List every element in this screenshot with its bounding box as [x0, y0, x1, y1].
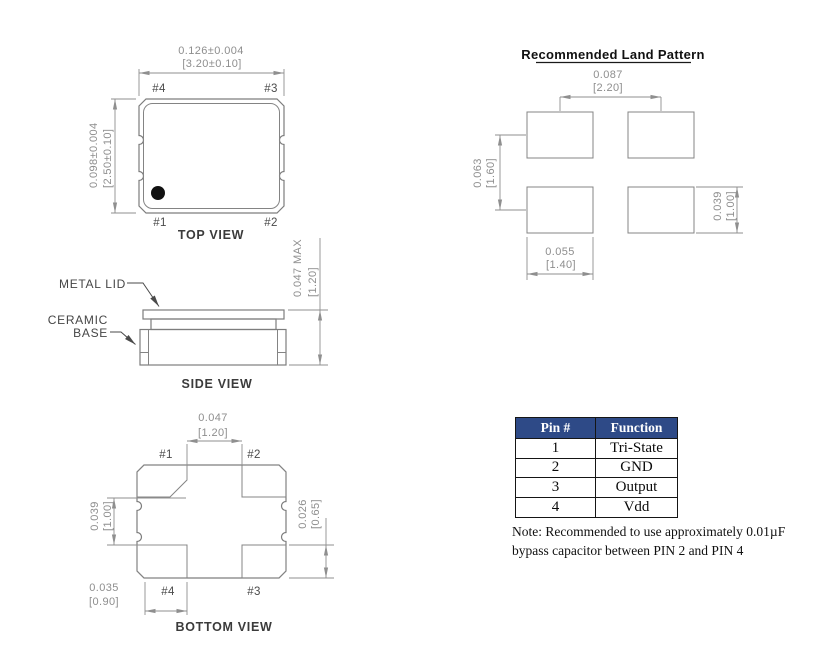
land-pattern-dimension-lines — [495, 97, 743, 280]
bottom-view-title: BOTTOM VIEW — [175, 620, 273, 634]
bottom-view-pads — [137, 465, 286, 578]
side-view-title: SIDE VIEW — [181, 377, 253, 391]
pin-table-row2-pin: 2 — [516, 459, 596, 479]
bottom-view-pin3-label: #3 — [247, 586, 261, 598]
pad-3 — [242, 545, 286, 578]
top-view-width-inch: 0.126±0.004 — [178, 45, 244, 57]
bottom-view-pad-width-mm: [0.90] — [89, 596, 119, 608]
pin-table-row4-pin: 4 — [516, 498, 596, 518]
land-pad-width-mm: [1.40] — [546, 259, 576, 271]
side-view — [48, 238, 328, 391]
bypass-capacitor-note — [512, 522, 822, 560]
pin-table-row2-function: GND — [596, 459, 677, 479]
land-pattern — [472, 47, 743, 280]
top-view-title: TOP VIEW — [177, 228, 245, 242]
note-line-2: bypass capacitor between PIN 2 and PIN 4 — [512, 543, 744, 558]
pin-table-row1-function: Tri-State — [596, 439, 677, 459]
pin-table-row4-function: Vdd — [623, 499, 650, 516]
pin1-marker-dot — [151, 186, 165, 200]
top-view-pin1-label: #1 — [153, 217, 167, 229]
top-view — [88, 45, 284, 242]
bottom-view-pin1-label: #1 — [159, 449, 173, 461]
land-pitch-x-inch: 0.087 — [593, 69, 623, 81]
land-pad-height-mm: [1.00] — [725, 191, 737, 221]
land-pitch-y-inch: 0.063 — [472, 158, 484, 188]
bottom-view-pad-height-inch: 0.026 — [297, 499, 309, 529]
top-view-pin4-label: #4 — [152, 83, 166, 95]
bottom-view-gap-x-inch: 0.047 — [198, 412, 228, 424]
pin-table-row3-function: Output — [596, 478, 677, 498]
bottom-view-gap-y-mm: [1.00] — [102, 501, 114, 531]
land-pattern-title: Recommended Land Pattern — [521, 47, 705, 62]
top-view-width-mm: [3.20±0.10] — [182, 58, 242, 70]
land-pattern-pads — [527, 112, 694, 233]
land-pad-top-right — [628, 112, 694, 158]
side-view-height-inch: 0.047 MAX — [292, 238, 304, 297]
side-view-height-mm: [1.20] — [307, 267, 319, 297]
side-view-package — [140, 310, 286, 365]
pad-4 — [137, 545, 187, 578]
bottom-view-gap-x-mm: [1.20] — [198, 427, 228, 439]
land-pitch-y-mm: [1.60] — [485, 158, 497, 188]
bottom-view-pin2-label: #2 — [247, 449, 261, 461]
top-view-height-inch: 0.098±0.004 — [88, 122, 100, 188]
base-label: BASE — [73, 326, 108, 340]
ceramic-label: CERAMIC — [47, 313, 108, 327]
bottom-view-pad-height-mm: [0.65] — [310, 499, 322, 529]
land-pad-top-left — [527, 112, 593, 158]
land-pad-bottom-right — [628, 187, 694, 233]
lid-seal-shape — [151, 319, 276, 330]
metal-lid-shape — [143, 310, 284, 319]
ceramic-base-leader-line — [110, 332, 136, 345]
top-view-height-mm: [2.50±0.10] — [102, 128, 114, 188]
land-pitch-x-mm: [2.20] — [593, 82, 623, 94]
ceramic-base-shape — [140, 330, 286, 366]
pin-table-header-function: Function — [596, 418, 677, 439]
metal-lid-leader-line — [127, 283, 159, 307]
land-pad-height-inch: 0.039 — [712, 191, 724, 221]
top-view-pin2-label: #2 — [264, 217, 278, 229]
note-line-1: Note: Recommended to use approximately 0.01µF — [512, 524, 786, 539]
pin-table-header-pin: Pin # — [516, 418, 596, 439]
pad-1 — [137, 465, 187, 497]
land-pad-width-inch: 0.055 — [545, 246, 575, 258]
land-pad-bottom-left — [527, 187, 593, 233]
bottom-view-gap-y-inch: 0.039 — [89, 501, 101, 531]
pad-2 — [242, 465, 286, 497]
top-view-pin3-label: #3 — [264, 83, 278, 95]
bottom-view-pin4-label: #4 — [161, 586, 175, 598]
bottom-view-package-outline — [137, 465, 286, 578]
pin-table-row3-pin: 3 — [516, 478, 596, 498]
pin-table-row1-pin: 1 — [516, 439, 596, 459]
pin-function-table — [515, 417, 678, 518]
metal-lid-label: METAL LID — [59, 277, 126, 291]
bottom-view — [89, 412, 334, 634]
bottom-view-pad-width-inch: 0.035 — [89, 582, 119, 594]
top-view-dimension-lines — [111, 69, 284, 213]
